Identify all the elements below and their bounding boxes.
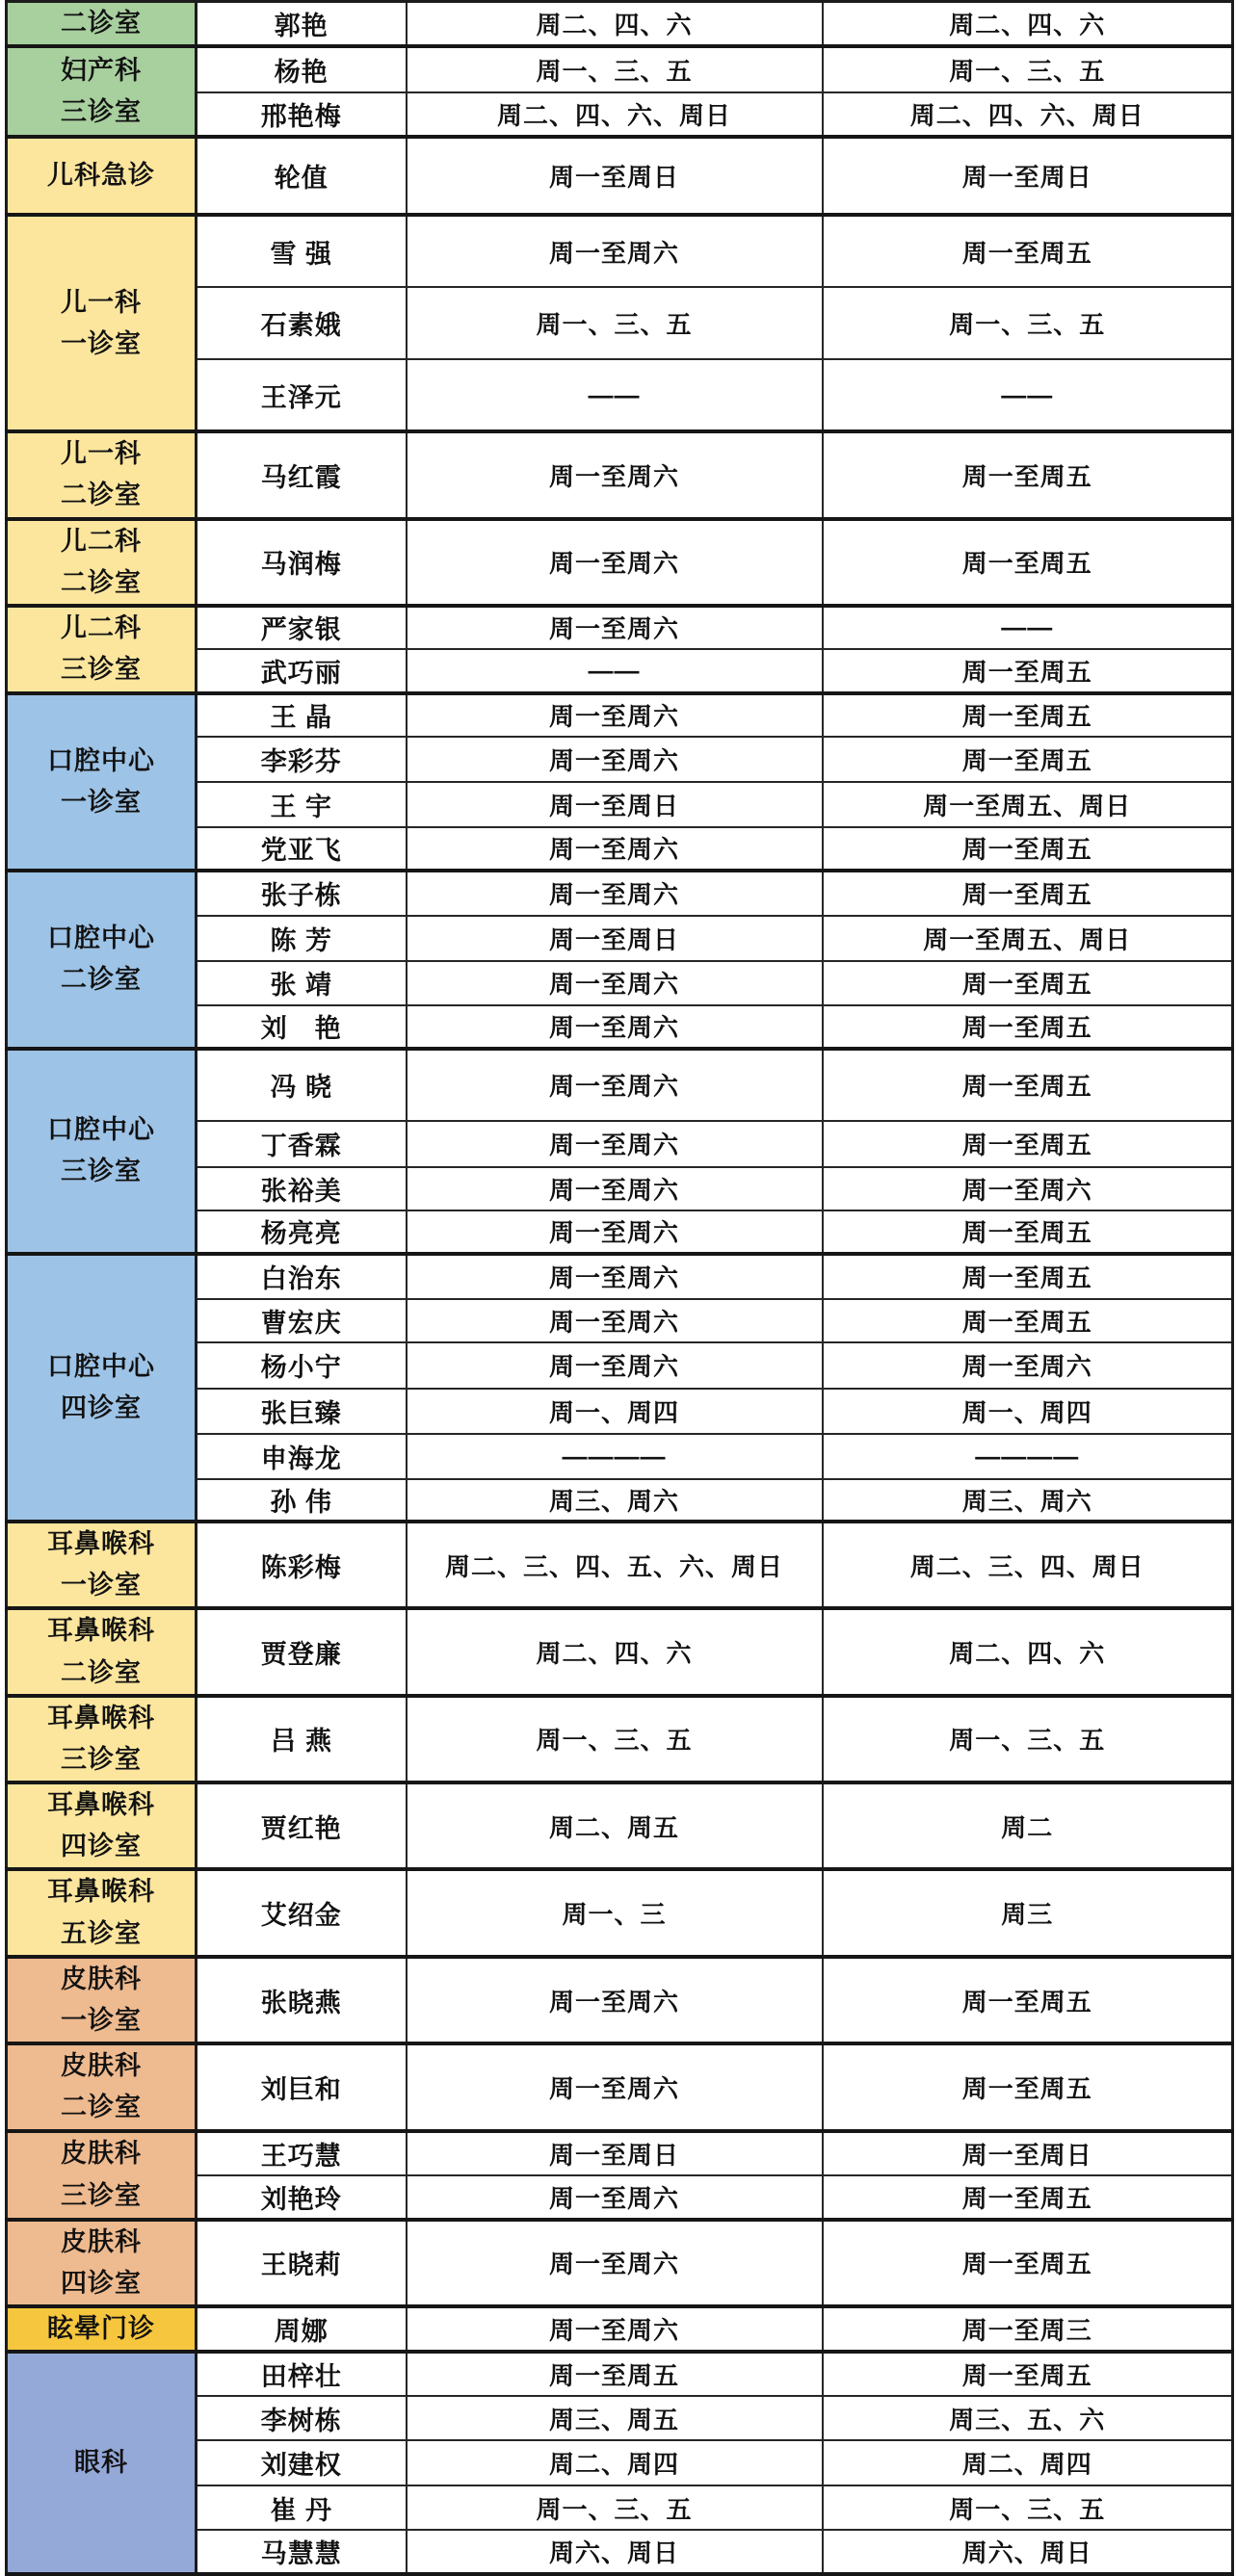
schedule-cell-right: 周一至周日 — [823, 2131, 1233, 2175]
schedule-cell-right: 周一至周五 — [823, 2175, 1233, 2220]
doctor-name-cell: 吕 燕 — [197, 1696, 407, 1782]
department-cell — [7, 606, 197, 693]
schedule-cell-left: 周三、周六 — [407, 1479, 823, 1522]
department-cell — [7, 1254, 197, 1522]
schedule-cell-right: 周二、四、六 — [823, 2, 1233, 47]
schedule-cell-left: 周一至周六 — [407, 693, 823, 737]
schedule-cell-left: 周一至周日 — [407, 137, 823, 215]
department-label-line: 口腔中心 — [47, 1115, 155, 1145]
schedule-cell-right: 周一至周五 — [823, 2220, 1233, 2306]
schedule-cell-left: 周一、三、五 — [407, 287, 823, 359]
schedule-cell-right: 周二、四、六、周日 — [823, 92, 1233, 137]
schedule-cell-right: 周三 — [823, 1869, 1233, 1956]
doctor-name-cell: 刘 艳 — [197, 1005, 407, 1049]
schedule-cell-right: 周一至周五 — [823, 961, 1233, 1005]
department-cell — [7, 519, 197, 606]
doctor-name-cell: 刘建权 — [197, 2440, 407, 2485]
schedule-cell-left: 周一、三 — [407, 1869, 823, 1956]
department-cell — [7, 1608, 197, 1695]
schedule-cell-left: 周一至周六 — [407, 1254, 823, 1299]
schedule-cell-left: 周一至周日 — [407, 782, 823, 827]
department-label-line: 三诊室 — [61, 1744, 142, 1774]
department-label-line: 耳鼻喉科 — [47, 1790, 155, 1820]
schedule-cell-left: —— — [407, 359, 823, 431]
doctor-name-cell: 崔 丹 — [197, 2485, 407, 2530]
schedule-cell-right: ———— — [823, 1434, 1233, 1479]
department-cell — [7, 1782, 197, 1869]
schedule-cell-right: 周一至周三 — [823, 2306, 1233, 2352]
schedule-cell-left: 周一至周六 — [407, 1210, 823, 1254]
doctor-name-cell: 张裕美 — [197, 1167, 407, 1210]
schedule-cell-left: 周二、四、六、周日 — [407, 92, 823, 137]
table-row — [7, 2043, 1233, 2130]
doctor-name-cell: 申海龙 — [197, 1434, 407, 1479]
doctor-name-cell: 王晓莉 — [197, 2220, 407, 2306]
schedule-cell-right: 周一至周五 — [823, 2352, 1233, 2396]
doctor-name-cell: 丁香霖 — [197, 1121, 407, 1167]
schedule-cell-right: 周二、三、四、周日 — [823, 1522, 1233, 1608]
table-row — [7, 1869, 1233, 1956]
schedule-cell-right: 周一至周五 — [823, 1957, 1233, 2043]
schedule-cell-left: ———— — [407, 1434, 823, 1479]
schedule-cell-right: 周一至周五 — [823, 649, 1233, 693]
doctor-name-cell: 邢艳梅 — [197, 92, 407, 137]
department-label-line: 眼科 — [74, 2448, 128, 2478]
doctor-name-cell: 杨小宁 — [197, 1342, 407, 1389]
schedule-cell-right: 周一至周五 — [823, 827, 1233, 871]
schedule-cell-left: 周二、周五 — [407, 1782, 823, 1869]
schedule-cell-right: 周三、周六 — [823, 1479, 1233, 1522]
schedule-cell-left: 周一至周六 — [407, 737, 823, 782]
schedule-cell-left: —— — [407, 649, 823, 693]
doctor-name-cell: 张巨臻 — [197, 1389, 407, 1434]
department-label-line: 一诊室 — [61, 2006, 142, 2035]
doctor-name-cell: 艾绍金 — [197, 1869, 407, 1956]
doctor-name-cell: 刘巨和 — [197, 2043, 407, 2130]
department-label-line: 儿二科 — [61, 613, 142, 643]
department-label-line: 儿科急诊 — [47, 161, 155, 191]
schedule-cell-left: 周二、四、六 — [407, 1608, 823, 1695]
doctor-name-cell: 李彩芬 — [197, 737, 407, 782]
schedule-cell-left: 周一至周六 — [407, 606, 823, 649]
table-row — [7, 519, 1233, 606]
schedule-cell-left: 周一至周六 — [407, 519, 823, 606]
department-label-line: 二诊室 — [61, 965, 142, 995]
schedule-cell-right: 周三、五、六 — [823, 2396, 1233, 2440]
department-label-line: 儿一科 — [61, 439, 142, 469]
doctor-name-cell: 张子栋 — [197, 871, 407, 916]
schedule-cell-left: 周二、四、六 — [407, 2, 823, 47]
schedule-cell-left: 周一至周六 — [407, 1342, 823, 1389]
department-cell — [7, 431, 197, 518]
schedule-cell-right: 周一至周五 — [823, 431, 1233, 518]
table-row — [7, 46, 1233, 92]
department-label-line: 二诊室 — [61, 2093, 142, 2122]
department-cell — [7, 2352, 197, 2574]
schedule-cell-right: 周一至周五 — [823, 871, 1233, 916]
department-cell — [7, 693, 197, 871]
schedule-cell-right: 周一、周四 — [823, 1389, 1233, 1434]
department-label-line: 皮肤科 — [61, 2226, 142, 2256]
table-row — [7, 1522, 1233, 1608]
doctor-name-cell: 王 晶 — [197, 693, 407, 737]
table-row — [7, 431, 1233, 518]
schedule-cell-left: 周一至周六 — [407, 1957, 823, 2043]
schedule-cell-left: 周一至周六 — [407, 2043, 823, 2130]
department-cell — [7, 1957, 197, 2043]
schedule-cell-right: —— — [823, 606, 1233, 649]
schedule-cell-right: 周六、周日 — [823, 2530, 1233, 2574]
department-label-line: 耳鼻喉科 — [47, 1703, 155, 1732]
doctor-name-cell: 周娜 — [197, 2306, 407, 2352]
schedule-cell-right: 周一至周五 — [823, 215, 1233, 287]
department-cell — [7, 1522, 197, 1608]
table-row — [7, 1049, 1233, 1121]
doctor-name-cell: 田梓壮 — [197, 2352, 407, 2396]
doctor-name-cell: 杨亮亮 — [197, 1210, 407, 1254]
department-cell — [7, 2131, 197, 2220]
schedule-cell-right: 周一至周五 — [823, 1254, 1233, 1299]
department-cell — [7, 1049, 197, 1254]
department-label-line: 二诊室 — [61, 567, 142, 597]
schedule-cell-right: 周一至周日 — [823, 137, 1233, 215]
doctor-name-cell: 李树栋 — [197, 2396, 407, 2440]
schedule-cell-left: 周三、周五 — [407, 2396, 823, 2440]
doctor-name-cell: 王泽元 — [197, 359, 407, 431]
table-row — [7, 137, 1233, 215]
table-row — [7, 2352, 1233, 2396]
doctor-name-cell: 武巧丽 — [197, 649, 407, 693]
department-cell — [7, 1696, 197, 1782]
schedule-cell-left: 周二、三、四、五、六、周日 — [407, 1522, 823, 1608]
schedule-table-body — [7, 2, 1233, 2575]
department-label-line: 四诊室 — [61, 1392, 142, 1422]
doctor-name-cell: 白治东 — [197, 1254, 407, 1299]
schedule-cell-left: 周一至周六 — [407, 2220, 823, 2306]
schedule-cell-right: 周一至周五、周日 — [823, 916, 1233, 961]
department-cell — [7, 871, 197, 1049]
doctor-name-cell: 孙 伟 — [197, 1479, 407, 1522]
table-row — [7, 871, 1233, 916]
department-cell — [7, 2306, 197, 2352]
department-label-line: 皮肤科 — [61, 2139, 142, 2169]
schedule-cell-left: 周一至周六 — [407, 1167, 823, 1210]
department-cell — [7, 137, 197, 215]
doctor-name-cell: 冯 晓 — [197, 1049, 407, 1121]
schedule-cell-left: 周一、周四 — [407, 1389, 823, 1434]
table-row — [7, 693, 1233, 737]
schedule-cell-right: 周一至周五 — [823, 2043, 1233, 2130]
schedule-cell-right: 周一至周五、周日 — [823, 782, 1233, 827]
doctor-name-cell: 雪 强 — [197, 215, 407, 287]
table-row — [7, 2306, 1233, 2352]
schedule-cell-left: 周一至周六 — [407, 961, 823, 1005]
doctor-name-cell: 马慧慧 — [197, 2530, 407, 2574]
schedule-cell-right: 周一、三、五 — [823, 287, 1233, 359]
doctor-name-cell: 轮值 — [197, 137, 407, 215]
table-row — [7, 1957, 1233, 2043]
schedule-cell-right: 周二 — [823, 1782, 1233, 1869]
department-label-line: 五诊室 — [61, 1918, 142, 1948]
schedule-cell-left: 周一至周六 — [407, 1005, 823, 1049]
department-label-line: 三诊室 — [61, 1157, 142, 1186]
department-label-line: 儿二科 — [61, 526, 142, 556]
schedule-cell-right: 周一至周五 — [823, 737, 1233, 782]
schedule-cell-left: 周一至周六 — [407, 215, 823, 287]
department-label-line: 口腔中心 — [47, 745, 155, 775]
doctor-name-cell: 贾红艳 — [197, 1782, 407, 1869]
schedule-cell-right: 周一至周五 — [823, 519, 1233, 606]
table-row — [7, 1782, 1233, 1869]
table-row — [7, 2220, 1233, 2306]
schedule-cell-right: 周一至周六 — [823, 1342, 1233, 1389]
schedule-cell-right: 周一至周五 — [823, 1299, 1233, 1342]
doctor-name-cell: 石素娥 — [197, 287, 407, 359]
doctor-name-cell: 马润梅 — [197, 519, 407, 606]
table-row — [7, 2131, 1233, 2175]
department-label-line: 皮肤科 — [61, 2051, 142, 2081]
doctor-name-cell: 党亚飞 — [197, 827, 407, 871]
table-row — [7, 1696, 1233, 1782]
schedule-cell-left: 周一至周六 — [407, 1049, 823, 1121]
department-label-line: 一诊室 — [61, 328, 142, 358]
department-label-line: 耳鼻喉科 — [47, 1877, 155, 1907]
schedule-cell-left: 周一至周六 — [407, 1299, 823, 1342]
department-label-line: 眩晕门诊 — [47, 2313, 155, 2343]
table-row — [7, 215, 1233, 287]
doctor-name-cell: 曹宏庆 — [197, 1299, 407, 1342]
doctor-name-cell: 张 靖 — [197, 961, 407, 1005]
table-row — [7, 1254, 1233, 1299]
department-label-line: 四诊室 — [61, 2268, 142, 2298]
department-label-line: 耳鼻喉科 — [47, 1528, 155, 1558]
table-row — [7, 606, 1233, 649]
department-label-line: 口腔中心 — [47, 924, 155, 953]
schedule-cell-right: 周一至周五 — [823, 1121, 1233, 1167]
department-label-line: 二诊室 — [61, 1657, 142, 1687]
schedule-cell-right: 周一至周六 — [823, 1167, 1233, 1210]
schedule-cell-left: 周一至周六 — [407, 871, 823, 916]
schedule-cell-left: 周一至周六 — [407, 1121, 823, 1167]
doctor-name-cell: 张晓燕 — [197, 1957, 407, 2043]
schedule-cell-right: 周一至周五 — [823, 1049, 1233, 1121]
schedule-cell-right: 周一、三、五 — [823, 46, 1233, 92]
department-cell — [7, 2043, 197, 2130]
schedule-cell-right: 周一至周五 — [823, 693, 1233, 737]
department-label-line: 三诊室 — [61, 97, 142, 127]
doctor-name-cell: 陈彩梅 — [197, 1522, 407, 1608]
schedule-cell-right: 周一、三、五 — [823, 1696, 1233, 1782]
department-label-line: 四诊室 — [61, 1832, 142, 1861]
department-cell — [7, 215, 197, 431]
schedule-cell-right: 周二、四、六 — [823, 1608, 1233, 1695]
schedule-cell-left: 周一至周六 — [407, 2306, 823, 2352]
department-label-line: 一诊室 — [61, 787, 142, 817]
department-label-line: 三诊室 — [61, 2180, 142, 2210]
department-cell — [7, 2220, 197, 2306]
schedule-cell-left: 周二、周四 — [407, 2440, 823, 2485]
schedule-cell-left: 周一至周六 — [407, 2175, 823, 2220]
doctor-name-cell: 王巧慧 — [197, 2131, 407, 2175]
department-label-line: 口腔中心 — [47, 1351, 155, 1381]
doctor-name-cell: 杨艳 — [197, 46, 407, 92]
department-cell — [7, 1869, 197, 1956]
schedule-cell-right: 周一、三、五 — [823, 2485, 1233, 2530]
doctor-name-cell: 刘艳玲 — [197, 2175, 407, 2220]
department-cell — [7, 2, 197, 47]
schedule-cell-right: 周一至周五 — [823, 1005, 1233, 1049]
doctor-name-cell: 严家银 — [197, 606, 407, 649]
schedule-cell-left: 周六、周日 — [407, 2530, 823, 2574]
table-row — [7, 1608, 1233, 1695]
schedule-table — [5, 0, 1234, 2576]
department-label-line: 皮肤科 — [61, 1964, 142, 1993]
department-label-line: 耳鼻喉科 — [47, 1616, 155, 1646]
schedule-cell-left: 周一至周六 — [407, 431, 823, 518]
schedule-cell-right: 周二、周四 — [823, 2440, 1233, 2485]
schedule-cell-left: 周一、三、五 — [407, 1696, 823, 1782]
table-row — [7, 2, 1233, 47]
doctor-name-cell: 马红霞 — [197, 431, 407, 518]
schedule-cell-left: 周一至周日 — [407, 2131, 823, 2175]
schedule-cell-right: —— — [823, 359, 1233, 431]
schedule-cell-left: 周一至周日 — [407, 916, 823, 961]
department-label-line: 三诊室 — [61, 655, 142, 685]
department-label-line: 一诊室 — [61, 1571, 142, 1600]
schedule-cell-left: 周一至周五 — [407, 2352, 823, 2396]
doctor-name-cell: 贾登廉 — [197, 1608, 407, 1695]
department-label-line: 二诊室 — [61, 9, 142, 38]
department-label-line: 妇产科 — [61, 56, 142, 85]
doctor-name-cell: 陈 芳 — [197, 916, 407, 961]
department-cell — [7, 46, 197, 137]
schedule-cell-left: 周一至周六 — [407, 827, 823, 871]
department-label-line: 儿一科 — [61, 287, 142, 317]
schedule-cell-left: 周一、三、五 — [407, 2485, 823, 2530]
schedule-cell-right: 周一至周五 — [823, 1210, 1233, 1254]
doctor-name-cell: 王 宇 — [197, 782, 407, 827]
department-label-line: 二诊室 — [61, 481, 142, 510]
doctor-name-cell: 郭艳 — [197, 2, 407, 47]
schedule-cell-left: 周一、三、五 — [407, 46, 823, 92]
